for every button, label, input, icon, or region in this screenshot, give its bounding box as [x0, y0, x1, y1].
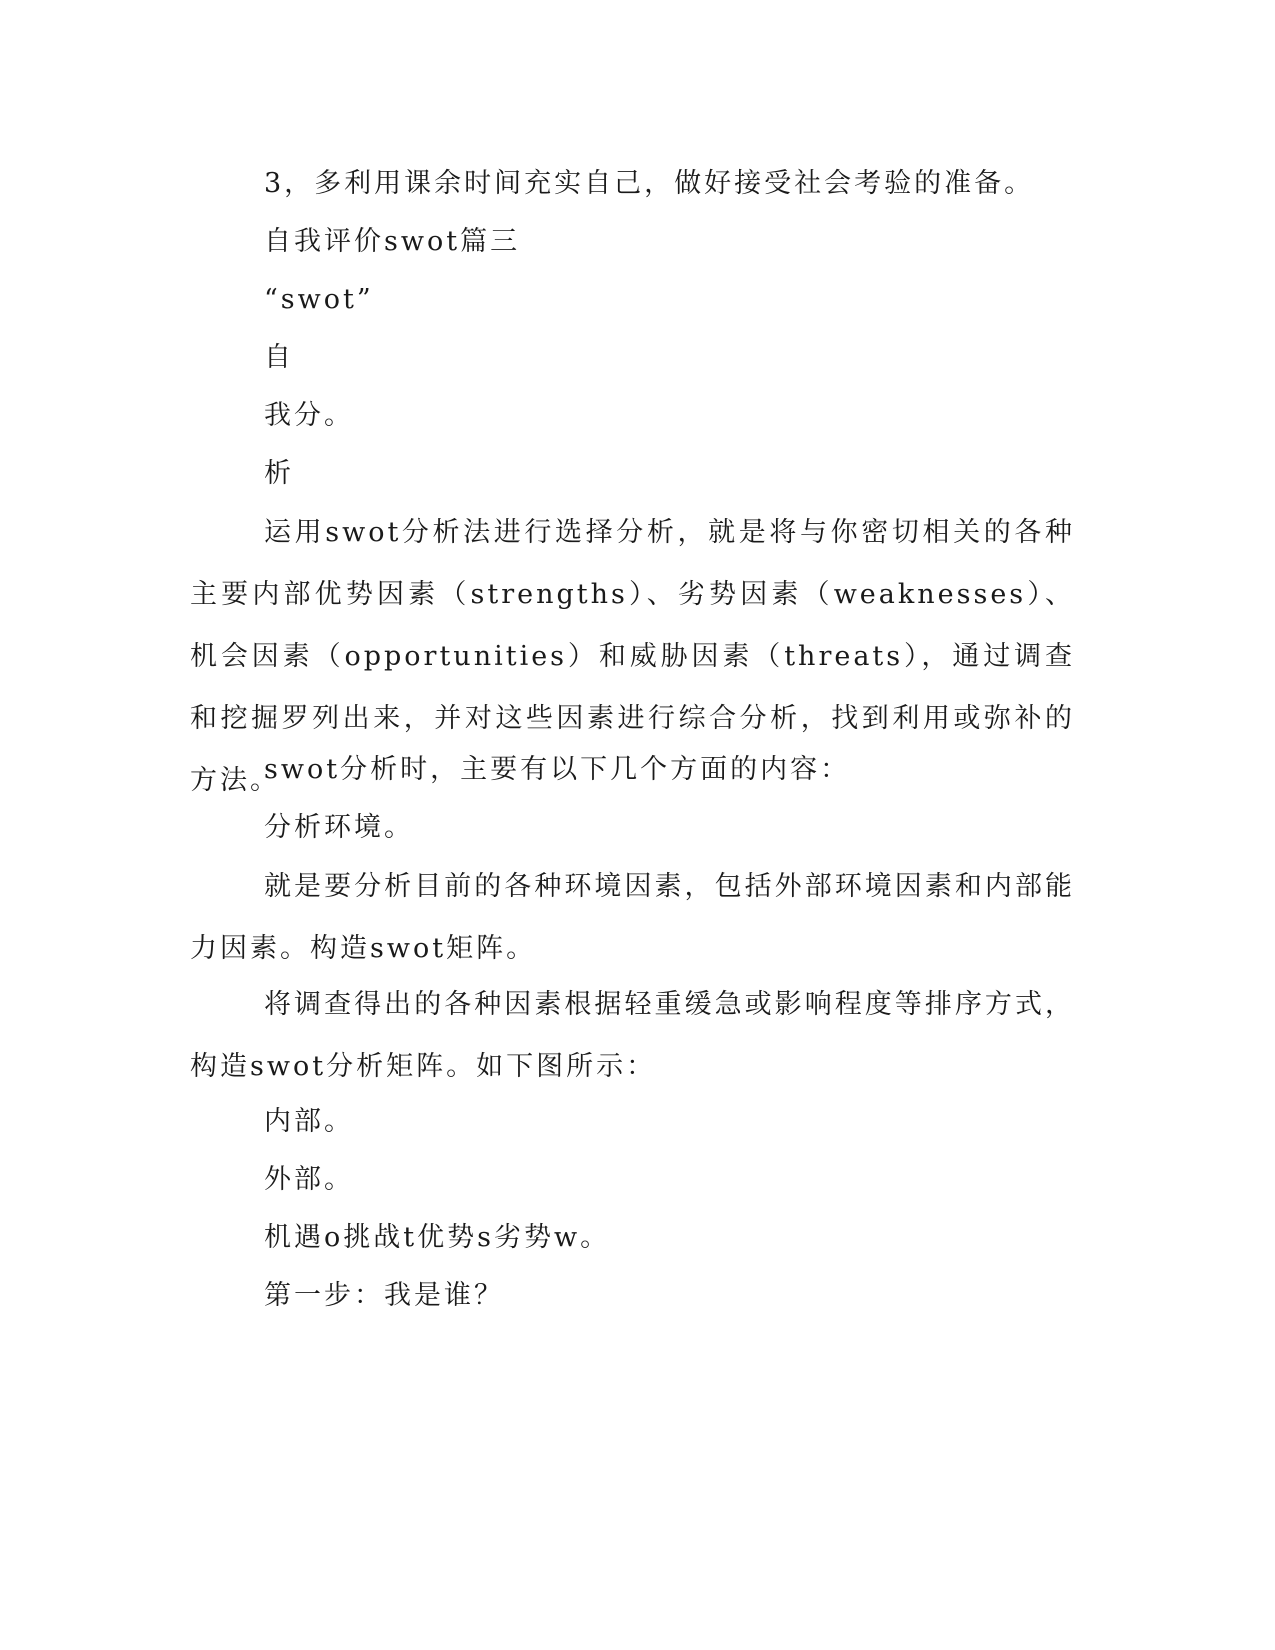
paragraph-matrix: 将调查得出的各种因素根据轻重缓急或影响程度等排序方式，构造swot分析矩阵。如下图所示：: [190, 989, 1075, 1082]
paragraph-swot-intro: 运用swot分析法进行选择分析，就是将与你密切相关的各种主要内部优势因素（strengths）、劣势因素（weaknesses）、机会因素（opportunities）和威胁因素（threats），通过调查和挖掘罗列出来，并对这些因素进行综合分析，找到利用或弥补的方法。: [190, 517, 1075, 796]
text-line-step-one: 第一步：我是谁？: [264, 1280, 504, 1311]
text-line-internal: 内部。: [264, 1106, 354, 1137]
text-line-analysis: 我分。: [264, 400, 354, 431]
text-line-analyze-env: 分析环境。: [264, 812, 414, 843]
text-line-preparation: 3，多利用课余时间充实自己，做好接受社会考验的准备。: [264, 168, 1035, 199]
text-line-external: 外部。: [264, 1164, 354, 1195]
text-line-swot-quote: “swot”: [264, 284, 374, 315]
text-line-factors: 机遇o挑战t优势s劣势w。: [264, 1222, 611, 1253]
text-line-self: 自: [264, 342, 294, 373]
text-line-swot-content: swot分析时，主要有以下几个方面的内容：: [264, 754, 851, 785]
text-line-xi: 析: [264, 458, 294, 489]
paragraph-environment: 就是要分析目前的各种环境因素，包括外部环境因素和内部能力因素。构造swot矩阵。: [190, 871, 1075, 964]
section-heading: 自我评价swot篇三: [264, 226, 521, 257]
